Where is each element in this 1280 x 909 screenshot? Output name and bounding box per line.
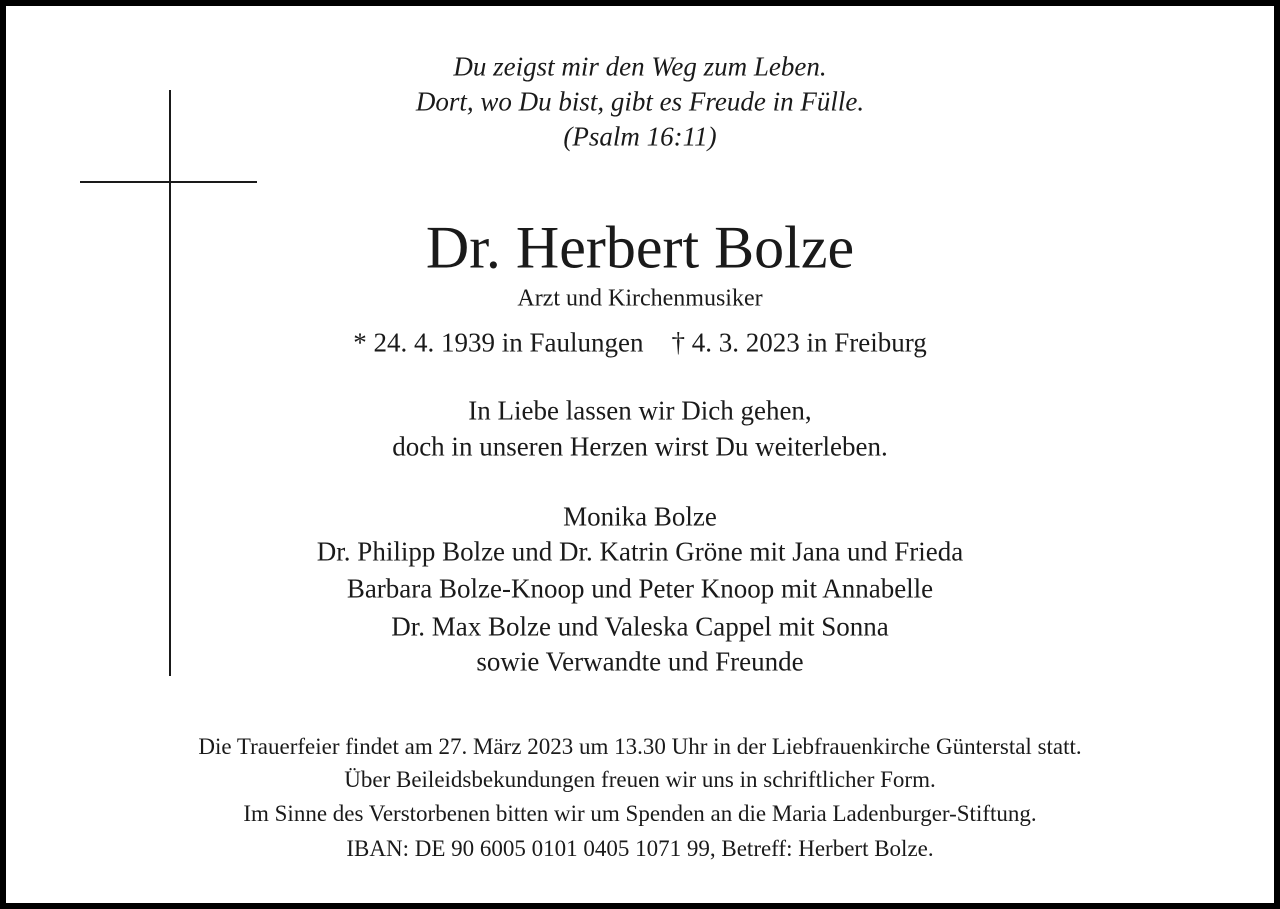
mourner-line: Dr. Philipp Bolze und Dr. Katrin Gröne mit Jana und Frieda — [316, 536, 964, 567]
verse-reference: (Psalm 16:11) — [563, 121, 717, 152]
mourner-line: sowie Verwandte und Freunde — [476, 646, 804, 677]
death-date: † 4. 3. 2023 in Freiburg — [671, 327, 927, 358]
profession: Arzt und Kirchenmusiker — [517, 285, 763, 312]
verse-line: Du zeigst mir den Weg zum Leben. — [453, 51, 827, 82]
footer-line: Im Sinne des Verstorbenen bitten wir um Spenden an die Maria Ladenburger-Stiftung. — [243, 801, 1037, 826]
deceased-name: Dr. Herbert Bolze — [425, 214, 855, 281]
message-line: In Liebe lassen wir Dich gehen, — [468, 395, 812, 426]
footer-line: Die Trauerfeier findet am 27. März 2023 um 13.30 Uhr in der Liebfrauenkirche Günterstal statt. — [198, 734, 1082, 759]
mourner-line: Dr. Max Bolze und Valeska Cappel mit Sonna — [391, 611, 889, 642]
message-line: doch in unseren Herzen wirst Du weiterleben. — [392, 431, 888, 462]
birth-date: * 24. 4. 1939 in Faulungen — [353, 327, 644, 358]
cross-horizontal-bar — [80, 181, 257, 183]
footer-line: IBAN: DE 90 6005 0101 0405 1071 99, Betreff: Herbert Bolze. — [346, 836, 934, 861]
footer-line: Über Beileidsbekundungen freuen wir uns in schriftlicher Form. — [344, 767, 936, 792]
verse-line: Dort, wo Du bist, gibt es Freude in Fülle. — [415, 86, 865, 117]
mourner-line: Monika Bolze — [563, 501, 717, 532]
mourner-line: Barbara Bolze-Knoop und Peter Knoop mit Annabelle — [346, 573, 934, 604]
life-dates — [0, 328, 1280, 359]
